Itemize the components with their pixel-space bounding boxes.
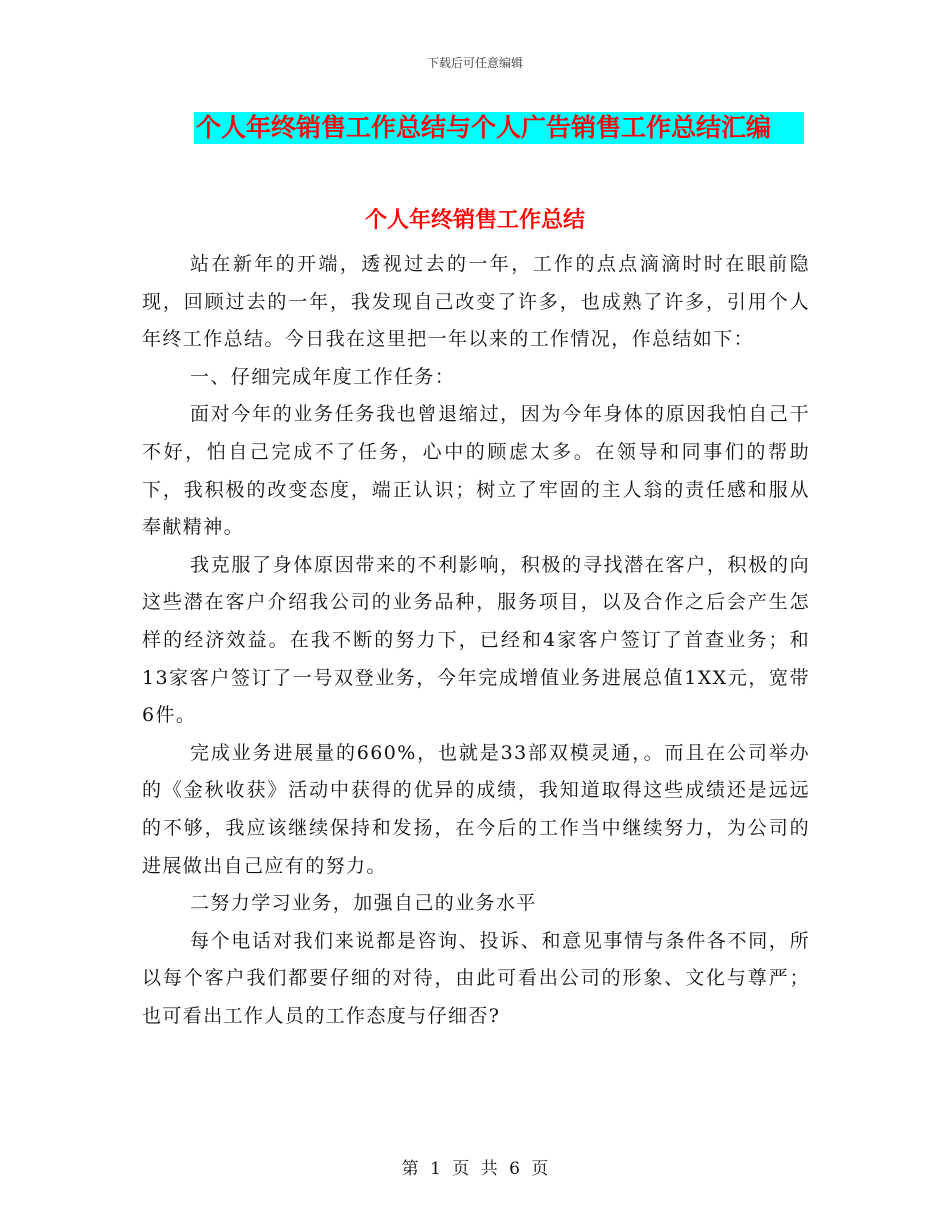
paragraph-task-progress: 完成业务进展量的660%，也就是33部双模灵通，。而且在公司举办的《金秋收获》活动中获得的优异的成绩，我知道取得这些成绩还是远远的不够，我应该继续保持和发扬，在今后的工作当中继续努力，为公司的进展做出自己应有的努力。 <box>142 741 810 877</box>
heading-task: 一、仔细完成年度工作任务： <box>190 365 456 388</box>
heading-study: 二努力学习业务，加强自己的业务水平 <box>190 892 537 915</box>
section-title: 个人年终销售工作总结 <box>364 208 585 233</box>
page-footer: 第 1 页 共 6 页 <box>401 1159 549 1179</box>
document-title: 个人年终销售工作总结与个人广告销售工作总结汇编 <box>194 112 804 144</box>
header-note: 下载后可任意编辑 <box>426 56 523 70</box>
paragraph-task-results: 我克服了身体原因带来的不利影响，积极的寻找潜在客户，积极的向这些潜在客户介绍我公司的业务品种，服务项目，以及合作之后会产生怎样的经济效益。在我不断的努力下，已经和4家客户签订了首查业务；和13家客户签订了一号双登业务，今年完成增值业务进展总值1XX元，宽带6件。 <box>142 553 810 727</box>
paragraph-intro: 站在新年的开端，透视过去的一年，工作的点点滴滴时时在眼前隐现，回顾过去的一年，我发现自己改变了许多，也成熟了许多，引用个人年终工作总结。今日我在这里把一年以来的工作情况，作总结如下： <box>142 253 810 351</box>
paragraph-task-attitude: 面对今年的业务任务我也曾退缩过，因为今年身体的原因我怕自己干不好，怕自己完成不了任务，心中的顾虑太多。在领导和同事们的帮助下，我积极的改变态度，端正认识；树立了牢固的主人翁的责任感和服从奉献精神。 <box>142 403 810 539</box>
body-text <box>142 246 810 1035</box>
paragraph-study: 每个电话对我们来说都是咨询、投诉、和意见事情与条件各不同，所以每个客户我们都要仔细的对待，由此可看出公司的形象、文化与尊严；也可看出工作人员的工作态度与仔细否? <box>142 929 810 1027</box>
